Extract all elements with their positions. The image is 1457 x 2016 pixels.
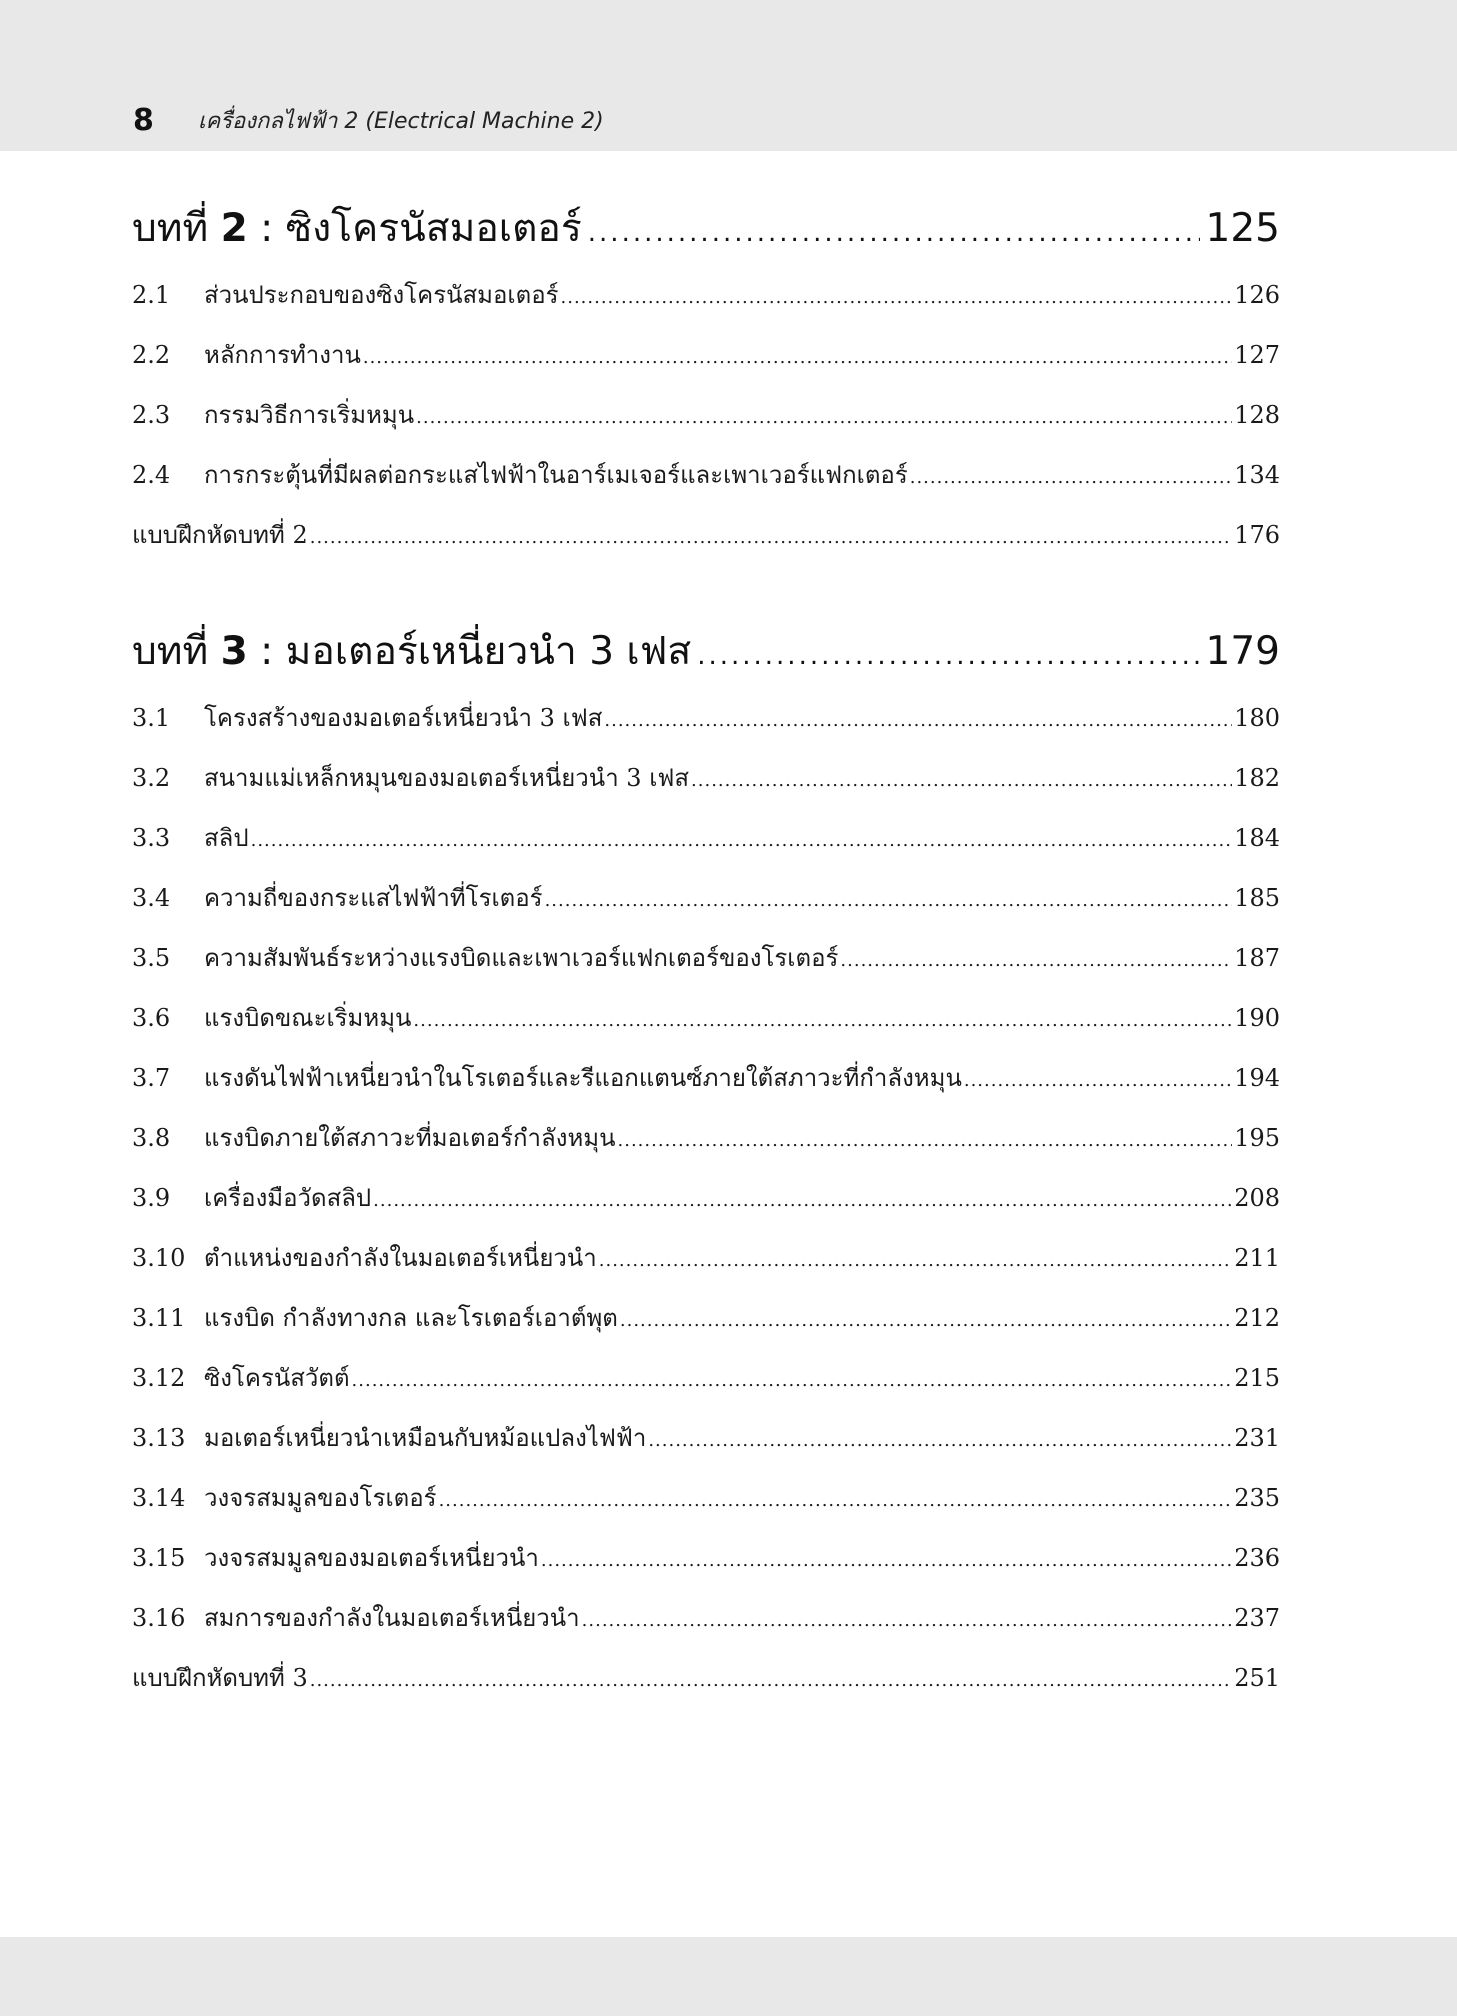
dot-leader [545, 881, 1233, 921]
dot-leader [310, 518, 1232, 558]
section-title: มอเตอร์เหนี่ยวนำเหมือนกับหม้อแปลงไฟฟ้า [204, 1424, 647, 1452]
section-page-number: 251 [1234, 1664, 1280, 1692]
section-number: 3.1 [132, 704, 171, 732]
section-page-number: 231 [1234, 1424, 1280, 1452]
section-number: 3.10 [132, 1244, 186, 1272]
section-page-number: 208 [1234, 1184, 1280, 1212]
section-page-number: 215 [1234, 1364, 1280, 1392]
section-page-number: 195 [1234, 1124, 1280, 1152]
section-number: 3.11 [132, 1304, 186, 1332]
dot-leader [352, 1361, 1233, 1401]
section-page-number: 236 [1234, 1544, 1280, 1572]
dot-leader [618, 1121, 1233, 1161]
section-title: สนามแม่เหล็กหมุนของมอเตอร์เหนี่ยวนำ 3 เฟส [204, 764, 690, 792]
dot-leader [604, 701, 1232, 741]
section-number: 3.14 [132, 1484, 186, 1512]
toc-entry[interactable] [132, 818, 1280, 858]
section-page-number: 212 [1234, 1304, 1280, 1332]
section-title: การกระตุ้นที่มีผลต่อกระแสไฟฟ้าในอาร์เมเจอร์และเพาเวอร์แฟกเตอร์ [204, 461, 908, 489]
section-title: วงจรสมมูลของมอเตอร์เหนี่ยวนำ [204, 1544, 539, 1572]
section-title: ความสัมพันธ์ระหว่างแรงบิดและเพาเวอร์แฟกเตอร์ของโรเตอร์ [204, 944, 839, 972]
book-title: เครื่องกลไฟฟ้า 2 (Electrical Machine 2) [198, 109, 604, 134]
dot-leader [373, 1181, 1232, 1221]
section-number: 3.9 [132, 1184, 171, 1212]
section-title: ความถี่ของกระแสไฟฟ้าที่โรเตอร์ [204, 884, 543, 912]
page-number: 8 [133, 103, 154, 138]
section-page-number: 128 [1234, 401, 1280, 429]
dot-leader [691, 761, 1232, 801]
section-number: 3.5 [132, 944, 171, 972]
toc-entry[interactable] [132, 1358, 1280, 1398]
chapter-heading[interactable] [132, 626, 1280, 678]
section-page-number: 184 [1234, 824, 1280, 852]
toc-entry[interactable] [132, 1418, 1280, 1458]
toc-entry[interactable] [132, 1538, 1280, 1578]
dot-leader [964, 1061, 1232, 1101]
section-number: 3.12 [132, 1364, 186, 1392]
section-page-number: 237 [1234, 1604, 1280, 1632]
section-number: 3.7 [132, 1064, 171, 1092]
toc-entry[interactable] [132, 938, 1280, 978]
chapter-title: บทที่ 2 : ซิงโครนัสมอเตอร์ [132, 206, 582, 251]
section-number: 3.2 [132, 764, 171, 792]
section-page-number: 134 [1234, 461, 1280, 489]
toc-entry[interactable] [132, 1298, 1280, 1338]
section-number: 3.13 [132, 1424, 186, 1452]
section-number: 2.3 [132, 401, 171, 429]
section-title: ส่วนประกอบของซิงโครนัสมอเตอร์ [204, 281, 559, 309]
chapter-title: บทที่ 3 : มอเตอร์เหนี่ยวนำ 3 เฟส [132, 629, 692, 674]
toc-entry[interactable] [132, 998, 1280, 1038]
toc-entry[interactable] [132, 1058, 1280, 1098]
toc-entry[interactable] [132, 758, 1280, 798]
section-title: หลักการทำงาน [204, 341, 361, 369]
dot-leader [840, 941, 1232, 981]
dot-leader [251, 821, 1233, 861]
section-number: 3.15 [132, 1544, 186, 1572]
toc-entry[interactable] [132, 1178, 1280, 1218]
dot-leader [561, 278, 1233, 318]
chapter-heading[interactable] [132, 203, 1280, 255]
section-page-number: 127 [1234, 341, 1280, 369]
section-title: ตำแหน่งของกำลังในมอเตอร์เหนี่ยวนำ [204, 1244, 597, 1272]
toc-entry[interactable] [132, 275, 1280, 315]
section-page-number: 176 [1234, 521, 1280, 549]
toc-entry[interactable] [132, 1658, 1280, 1698]
section-page-number: 182 [1234, 764, 1280, 792]
section-title: วงจรสมมูลของโรเตอร์ [204, 1484, 437, 1512]
section-number: 3.8 [132, 1124, 171, 1152]
section-page-number: 211 [1234, 1244, 1280, 1272]
section-page-number: 194 [1234, 1064, 1280, 1092]
toc-entry[interactable] [132, 698, 1280, 738]
section-title: เครื่องมือวัดสลิป [204, 1184, 372, 1212]
dot-leader [310, 1661, 1232, 1701]
section-title: แรงบิดขณะเริ่มหมุน [204, 1004, 412, 1032]
toc-entry[interactable] [132, 395, 1280, 435]
toc-entry[interactable] [132, 1118, 1280, 1158]
section-page-number: 190 [1234, 1004, 1280, 1032]
section-title: โครงสร้างของมอเตอร์เหนี่ยวนำ 3 เฟส [204, 704, 603, 732]
section-title: แรงบิด กำลังทางกล และโรเตอร์เอาต์พุต [204, 1304, 618, 1332]
section-page-number: 187 [1234, 944, 1280, 972]
dot-leader [363, 338, 1232, 378]
section-number: 3.6 [132, 1004, 171, 1032]
section-title: แรงดันไฟฟ้าเหนี่ยวนำในโรเตอร์และรีแอกแตนซ์ภายใต้สภาวะที่กำลังหมุน [204, 1064, 962, 1092]
section-number: 2.4 [132, 461, 171, 489]
page-footer [0, 1937, 1457, 2016]
toc-entry[interactable] [132, 455, 1280, 495]
section-title: กรรมวิธีการเริ่มหมุน [204, 401, 415, 429]
toc-entry[interactable] [132, 1598, 1280, 1638]
dot-leader [620, 1301, 1232, 1341]
section-number: 3.16 [132, 1604, 186, 1632]
section-number: 2.2 [132, 341, 171, 369]
toc-entry[interactable] [132, 335, 1280, 375]
section-title: แบบฝึกหัดบทที่ 3 [132, 1664, 308, 1692]
dot-leader [582, 1601, 1233, 1641]
dot-leader [588, 207, 1200, 259]
section-page-number: 126 [1234, 281, 1280, 309]
section-title: แบบฝึกหัดบทที่ 2 [132, 521, 308, 549]
section-number: 3.3 [132, 824, 171, 852]
chapter-page-number: 179 [1205, 629, 1280, 674]
dot-leader [541, 1541, 1232, 1581]
section-title: ซิงโครนัสวัตต์ [204, 1364, 350, 1392]
dot-leader [599, 1241, 1232, 1281]
section-page-number: 185 [1234, 884, 1280, 912]
section-title: สมการของกำลังในมอเตอร์เหนี่ยวนำ [204, 1604, 580, 1632]
section-title: แรงบิดภายใต้สภาวะที่มอเตอร์กำลังหมุน [204, 1124, 616, 1152]
section-number: 2.1 [132, 281, 171, 309]
section-number: 3.4 [132, 884, 171, 912]
dot-leader [413, 1001, 1232, 1041]
section-page-number: 235 [1234, 1484, 1280, 1512]
chapter-page-number: 125 [1205, 206, 1280, 251]
toc-entry[interactable] [132, 1238, 1280, 1278]
dot-leader [416, 398, 1232, 438]
section-page-number: 180 [1234, 704, 1280, 732]
dot-leader [439, 1481, 1233, 1521]
toc-entry[interactable] [132, 878, 1280, 918]
section-title: สลิป [204, 824, 249, 852]
toc-entry[interactable] [132, 1478, 1280, 1518]
toc-entry[interactable] [132, 515, 1280, 555]
dot-leader [697, 630, 1199, 682]
dot-leader [910, 458, 1232, 498]
dot-leader [648, 1421, 1232, 1461]
